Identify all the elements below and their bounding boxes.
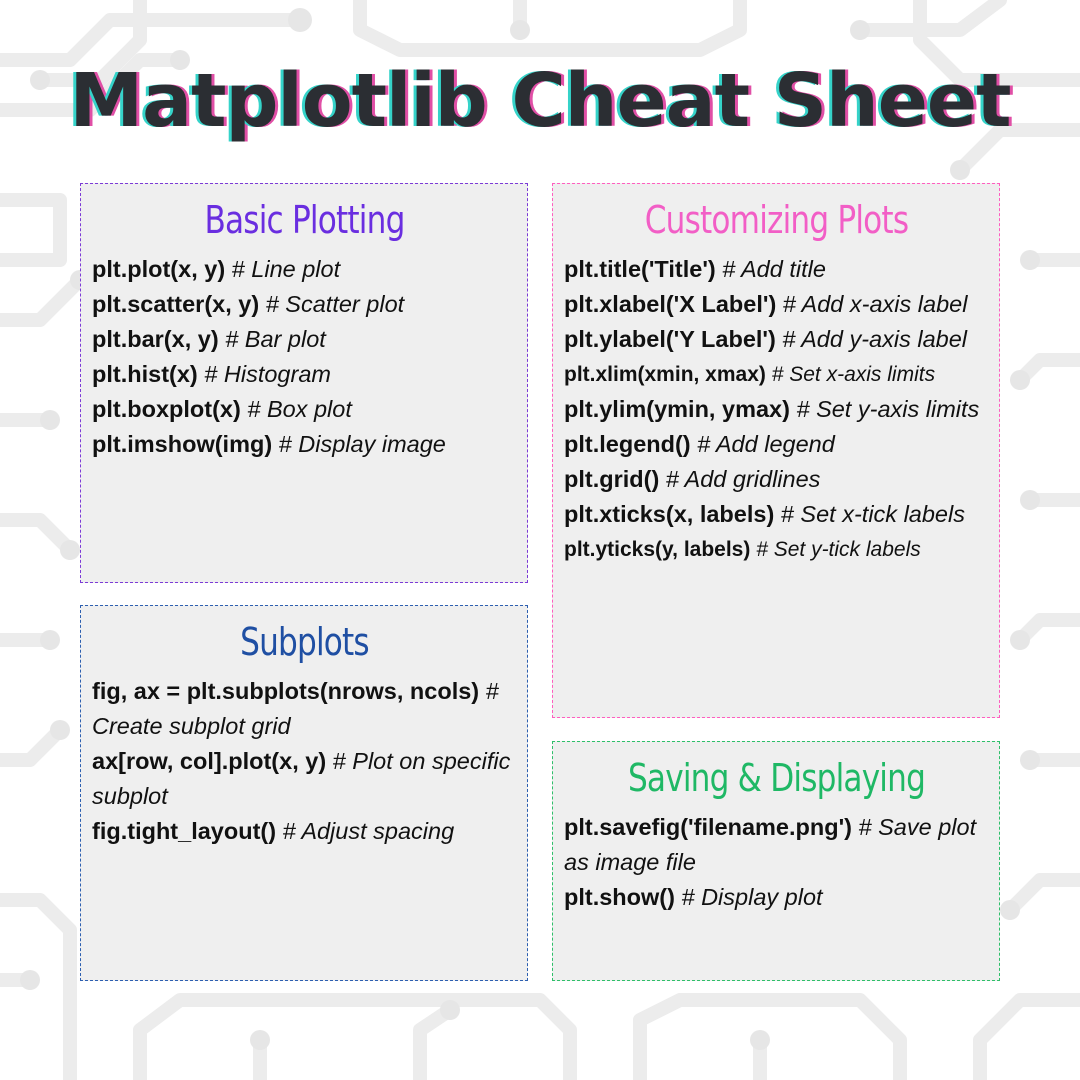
entry-plot: plt.plot(x, y) # Line plot <box>92 256 341 282</box>
entry-xticks: plt.xticks(x, labels) # Set x-tick labels <box>564 501 965 527</box>
entry-scatter: plt.scatter(x, y) # Scatter plot <box>92 291 405 317</box>
entry-boxplot: plt.boxplot(x) # Box plot <box>92 396 352 422</box>
entry-xlim: plt.xlim(xmin, xmax) # Set x-axis limits <box>564 363 936 386</box>
saving-displaying-card <box>552 741 1000 981</box>
entry-bar: plt.bar(x, y) # Bar plot <box>92 326 326 352</box>
entry-yticks: plt.yticks(y, labels) # Set y-tick labels <box>564 538 921 561</box>
subplots-heading: Subplots <box>240 620 369 664</box>
entry-ax-plot: ax[row, col].plot(x, y) # Plot on specific subplot <box>92 748 511 809</box>
page-title: Matplotlib Cheat Sheet <box>69 58 1011 144</box>
basic-plotting-heading: Basic Plotting <box>204 198 405 242</box>
entry-ylim: plt.ylim(ymin, ymax) # Set y-axis limits <box>564 396 980 422</box>
entry-savefig: plt.savefig('filename.png') # Save plot as image file <box>564 814 977 875</box>
basic-plotting-card <box>80 183 528 583</box>
entry-imshow: plt.imshow(img) # Display image <box>92 431 446 457</box>
entry-grid: plt.grid() # Add gridlines <box>564 466 821 492</box>
saving-displaying-heading: Saving & Displaying <box>627 756 926 800</box>
entry-ylabel: plt.ylabel('Y Label') # Add y-axis label <box>564 326 968 352</box>
entry-legend: plt.legend() # Add legend <box>564 431 835 457</box>
entry-subplots: fig, ax = plt.subplots(nrows, ncols) # Create subplot grid <box>92 678 499 739</box>
entry-hist: plt.hist(x) # Histogram <box>92 361 331 387</box>
entry-xlabel: plt.xlabel('X Label') # Add x-axis label <box>564 291 968 317</box>
entry-tight-layout: fig.tight_layout() # Adjust spacing <box>92 818 455 844</box>
customizing-plots-heading: Customizing Plots <box>644 198 909 242</box>
entry-show: plt.show() # Display plot <box>564 884 823 910</box>
customizing-plots-card <box>552 183 1000 718</box>
subplots-card <box>80 605 528 981</box>
entry-title: plt.title('Title') # Add title <box>564 256 826 282</box>
